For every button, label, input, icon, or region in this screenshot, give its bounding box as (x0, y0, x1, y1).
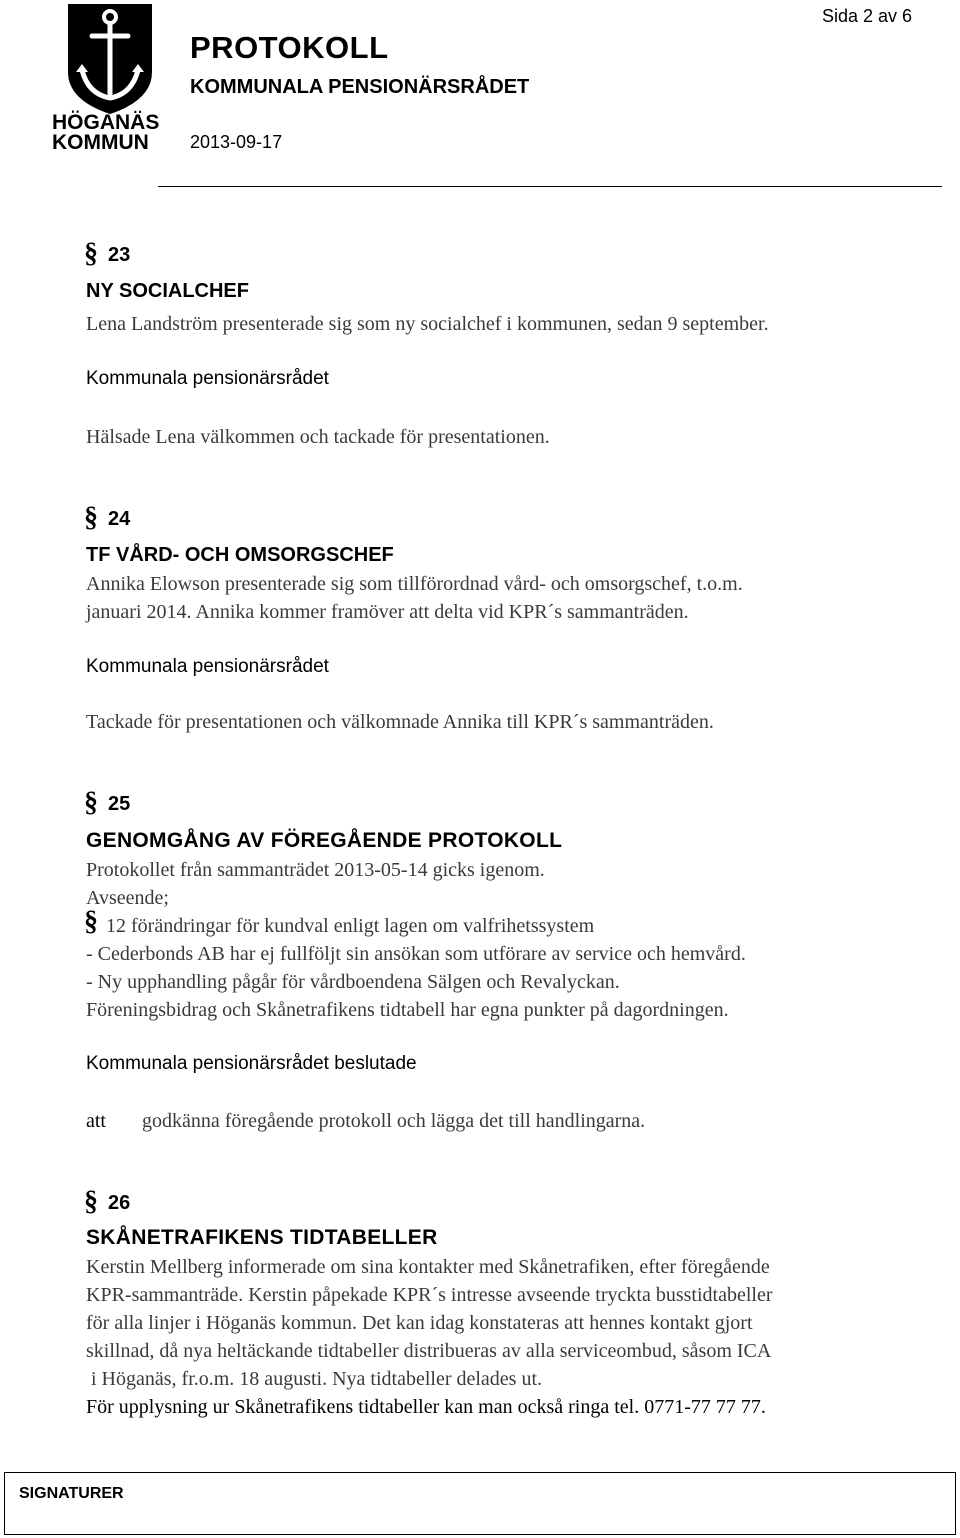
section-text-line: KPR-sammanträde. Kerstin påpekade KPR´s intresse avseende tryckta busstidtabeller (86, 1284, 773, 1306)
section-text-line: för alla linjer i Höganäs kommun. Det kan idag konstateras att hennes kontakt gjort (86, 1312, 753, 1334)
document-title: PROTOKOLL (190, 30, 389, 65)
section-title: SKÅNETRAFIKENS TIDTABELLER (86, 1226, 438, 1249)
section-text-line: skillnad, då nya heltäckande tidtabeller distribueras av alla serviceombud, såsom ICA (86, 1340, 772, 1362)
council-label: Kommunala pensionärsrådet (86, 368, 329, 389)
coat-of-arms-icon (50, 2, 170, 152)
hoganas-kommun-logo (50, 2, 170, 152)
section-text-line: Kerstin Mellberg informerade om sina kontakter med Skånetrafiken, efter föregående (86, 1256, 770, 1278)
section-text-line: Lena Landström presenterade sig som ny socialchef i kommunen, sedan 9 september. (86, 313, 769, 335)
section-text-line: För upplysning ur Skånetrafikens tidtabeller kan man också ringa tel. 0771-77 77 77. (86, 1396, 766, 1418)
document-date: 2013-09-17 (190, 132, 283, 152)
section-text-line: - Ny upphandling pågår för vårdboendena Sälgen och Revalyckan. (86, 971, 620, 993)
section-text-line: januari 2014. Annika kommer framöver att delta vid KPR´s sammanträden. (86, 601, 689, 623)
section-text-line: 12 förändringar för kundval enligt lagen om valfrihetssystem (106, 915, 595, 937)
svg-text:HÖGANÄS: HÖGANÄS (52, 111, 160, 134)
section-text-line: - Cederbonds AB har ej fullföljt sin ansökan som utförare av service och hemvård. (86, 943, 746, 965)
section-number: 24 (108, 508, 131, 530)
page-number: Sida 2 av 6 (822, 6, 913, 26)
section-number: 25 (108, 793, 131, 815)
section-symbol: § (84, 502, 98, 533)
section-text-line: i Höganäs, fr.o.m. 18 augusti. Nya tidtabeller delades ut. (86, 1368, 543, 1390)
section-symbol: § (84, 1186, 98, 1217)
signatures-box (4, 1472, 956, 1535)
decision-text: Hälsade Lena välkommen och tackade för presentationen. (86, 426, 550, 448)
signatures-label: SIGNATURER (19, 1485, 124, 1502)
section-text-line: Annika Elowson presenterade sig som tillförordnad vård- och omsorgschef, t.o.m. (86, 573, 743, 595)
section-symbol: § (84, 238, 98, 269)
section-number: 26 (108, 1192, 131, 1214)
svg-text:KOMMUN: KOMMUN (52, 131, 149, 152)
section-title: TF VÅRD- OCH OMSORGSCHEF (86, 544, 394, 566)
document-subtitle: KOMMUNALA PENSIONÄRSRÅDET (190, 76, 530, 98)
council-label: Kommunala pensionärsrådet beslutade (86, 1053, 417, 1074)
header-divider (158, 186, 942, 187)
section-title: GENOMGÅNG AV FÖREGÅENDE PROTOKOLL (86, 829, 563, 852)
section-text-line: Protokollet från sammanträdet 2013-05-14 gicks igenom. (86, 859, 545, 881)
section-title: NY SOCIALCHEF (86, 280, 249, 302)
decision-text: Tackade för presentationen och välkomnade Annika till KPR´s sammanträden. (86, 711, 714, 733)
section-symbol: § (84, 787, 98, 818)
section-symbol: § (84, 906, 98, 937)
decision-prefix: att (86, 1110, 106, 1132)
section-number: 23 (108, 244, 131, 266)
section-text-line: Avseende; (86, 887, 169, 909)
council-label: Kommunala pensionärsrådet (86, 656, 329, 677)
section-text-line: Föreningsbidrag och Skånetrafikens tidtabell har egna punkter på dagordningen. (86, 999, 729, 1021)
decision-text: godkänna föregående protokoll och lägga det till handlingarna. (142, 1110, 646, 1132)
